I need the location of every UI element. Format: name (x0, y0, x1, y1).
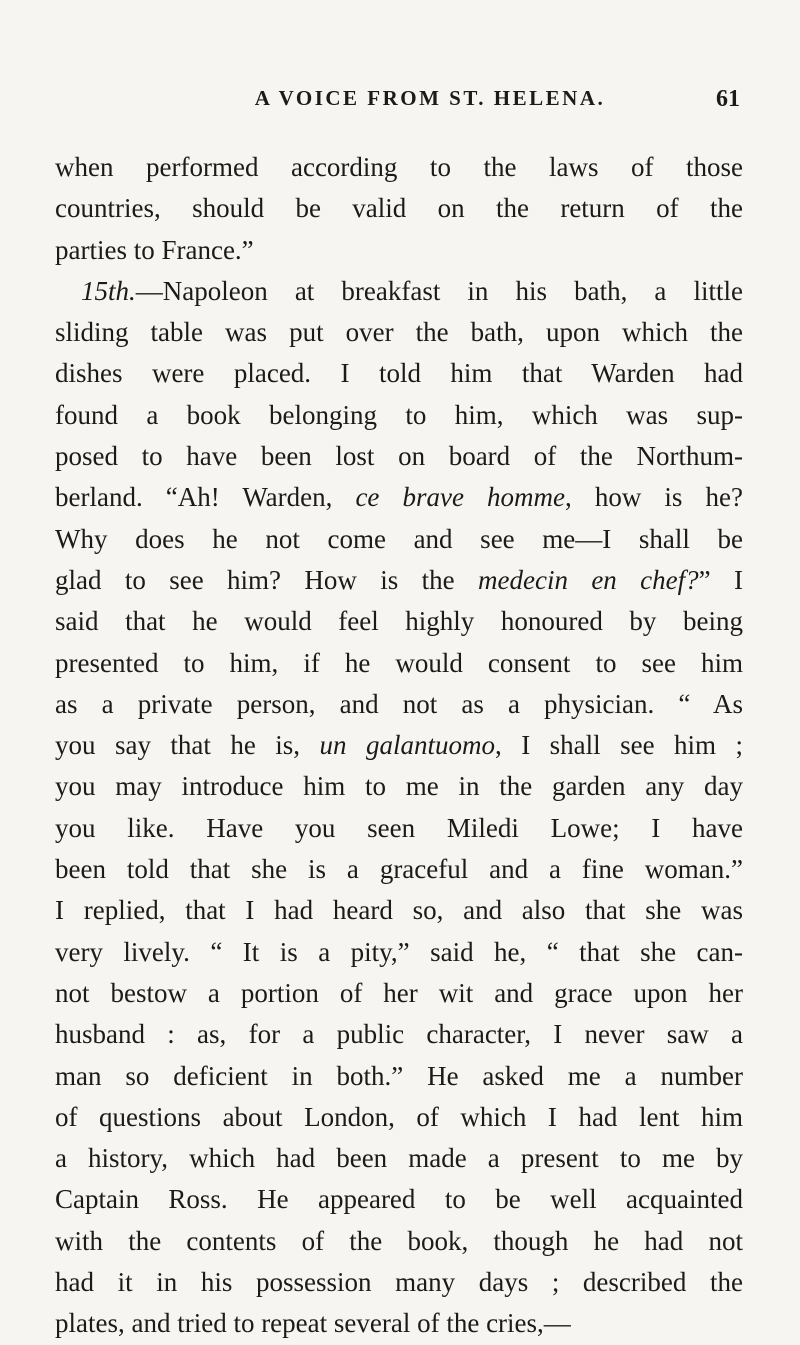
text-line: you like. Have you seen Miledi Lowe; I have (55, 812, 743, 843)
text-line: presented to him, if he would consent to see him (55, 647, 743, 678)
text-line: Captain Ross. He appeared to be well acquainted (55, 1184, 743, 1215)
text-line: as a private person, and not as a physician. “ As (55, 688, 743, 719)
text-line: when performed according to the laws of those (55, 152, 743, 182)
text-line: husband : as, for a public character, I never saw a (55, 1019, 743, 1050)
text-line: you say that he is, un galantuomo, I shall see him ; (55, 730, 743, 761)
text-line: a history, which had been made a present to me by (55, 1143, 743, 1174)
text-line: Why does he not come and see me—I shall be (55, 523, 743, 554)
page-number: 61 (716, 86, 740, 112)
text-line: 15th.—Napoleon at breakfast in his bath, a little (81, 275, 743, 306)
text-line: said that he would feel highly honoured by being (55, 606, 743, 637)
text-line: found a book belonging to him, which was sup- (55, 399, 743, 430)
text-line: been told that she is a graceful and a fine woman.” (55, 854, 743, 885)
text-line: had it in his possession many days ; described the (55, 1267, 743, 1298)
text-line: you may introduce him to me in the garden any day (55, 771, 743, 802)
text-line: plates, and tried to repeat several of the cries,— (55, 1308, 571, 1339)
text-line: man so deficient in both.” He asked me a number (55, 1060, 743, 1091)
text-line: sliding table was put over the bath, upon which the (55, 317, 743, 348)
text-line: parties to France.” (55, 234, 254, 265)
text-line: glad to see him? How is the medecin en chef?” I (55, 564, 743, 595)
text-line: dishes were placed. I told him that Warden had (55, 358, 743, 389)
text-line: with the contents of the book, though he had not (55, 1225, 743, 1256)
page-header (60, 86, 740, 126)
text-line: I replied, that I had heard so, and also that she was (55, 895, 743, 926)
text-line: berland. “Ah! Warden, ce brave homme, how is he? (55, 482, 743, 513)
text-line: posed to have been lost on board of the Northum- (55, 441, 743, 472)
text-line: of questions about London, of which I had lent him (55, 1101, 743, 1132)
text-line: not bestow a portion of her wit and grace upon her (55, 977, 743, 1008)
running-head: A VOICE FROM ST. HELENA. (254, 86, 606, 110)
body-text (55, 147, 743, 1345)
text-line: very lively. “ It is a pity,” said he, “ that she can- (55, 936, 743, 967)
text-line: countries, should be valid on the return of the (55, 193, 743, 224)
